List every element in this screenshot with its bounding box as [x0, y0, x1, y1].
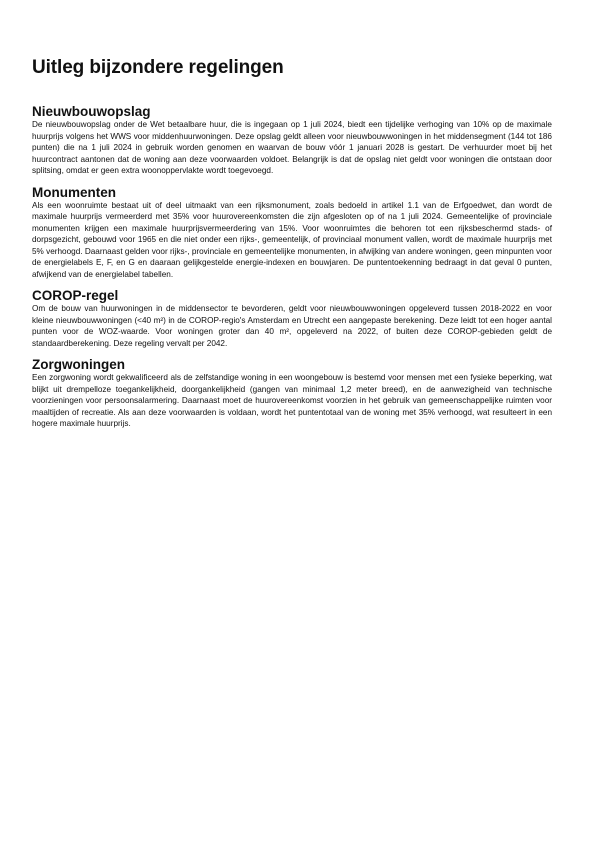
section-body: Om de bouw van huurwoningen in de middensector te bevorderen, geldt voor nieuwbouwwoningen opgeleverd tussen 2018-2022 en voor kleine nieuwbouwwoningen (<40 m²) in de COROP-regio's Amsterdam en Utrecht een aangepaste berekening. Deze leidt tot een hoger aantal punten voor de WOZ-waarde. Voor woningen groter dan 40 m², opgeleverd na 2022, of buiten deze COROP-gebieden geldt de standaardberekening. Deze regeling vervalt per 2042.	[32, 304, 552, 348]
document-page	[32, 56, 552, 438]
section-body: De nieuwbouwopslag onder de Wet betaalbare huur, die is ingegaan op 1 juli 2024, biedt een tijdelijke verhoging van 10% op de maximale huurprijs volgens het WWS voor middenhuurwoningen. Deze opslag geldt alleen voor nieuwbouwwoningen in het middensegment (144 tot 186 punten) die na 1 juli 2024 in gebruik worden genomen en waarvan de bouw vóór 1 januari 2028 is gestart. De verhuurder moet bij het huurcontract aantonen dat de woning aan deze voorwaarden voldoet. Belangrijk is dat de opslag niet geldt voor woningen die ontstaan door splitsing, omdat er geen extra woonoppervlakte wordt toegevoegd.	[32, 120, 552, 175]
section-corop-regel	[32, 288, 552, 349]
section-heading: Zorgwoningen	[32, 357, 125, 372]
section-nieuwbouwopslag	[32, 104, 552, 177]
section-body: Een zorgwoning wordt gekwalificeerd als de zelfstandige woning in een woongebouw is bestemd voor mensen met een fysieke beperking, wat blijkt uit drempelloze toegankelijkheid, doorgankelijkheid (gangen van minimaal 1,2 meter breed), en de aanwezigheid van technische voorzieningen voor persoonsalarmering. Daarnaast moet de huurovereenkomst voorzien in het gebruik van gemeenschappelijke ruimten voor maaltijden of recreatie. Als aan deze voorwaarden is voldaan, wordt het puntentotaal van de woning met 35% verhoogd, wat resulteert in een hogere maximale huurprijs.	[32, 373, 552, 428]
section-monumenten	[32, 185, 552, 281]
section-heading: Nieuwbouwopslag	[32, 104, 151, 119]
section-heading: Monumenten	[32, 184, 116, 200]
section-heading: COROP-regel	[32, 288, 119, 303]
page-title: Uitleg bijzondere regelingen	[32, 57, 284, 78]
section-zorgwoningen	[32, 357, 552, 430]
section-body: Als een woonruimte bestaat uit of deel uitmaakt van een rijksmonument, zoals bedoeld in artikel 1.1 van de Erfgoedwet, dan wordt de maximale huurprijs vermeerderd met 35% voor huurovereenkomsten die zijn afgesloten op of na 1 juli 2024. Gemeentelijke of provinciale monumenten krijgen een maximale huurprijsvermeerdering van 15%. Voor woonruimtes die behoren tot een rijksbeschermd stads- of dorpsgezicht, gebouwd voor 1965 en die niet onder een rijks-, gemeentelijk, of provinciaal monument vallen, wordt de maximale huurprijs met 5% verhoogd. Daarnaast gelden voor rijks-, provinciale en gemeentelijke monumenten, in afwijking van andere woningen, geen minpunten voor de energielabels E, F, en G en daaraan gelijkgestelde energie-indexen en bouwjaren. De puntentoekenning bedraagt in dat geval 0 punten, afwijkend van de energielabel tabellen.	[32, 200, 552, 279]
